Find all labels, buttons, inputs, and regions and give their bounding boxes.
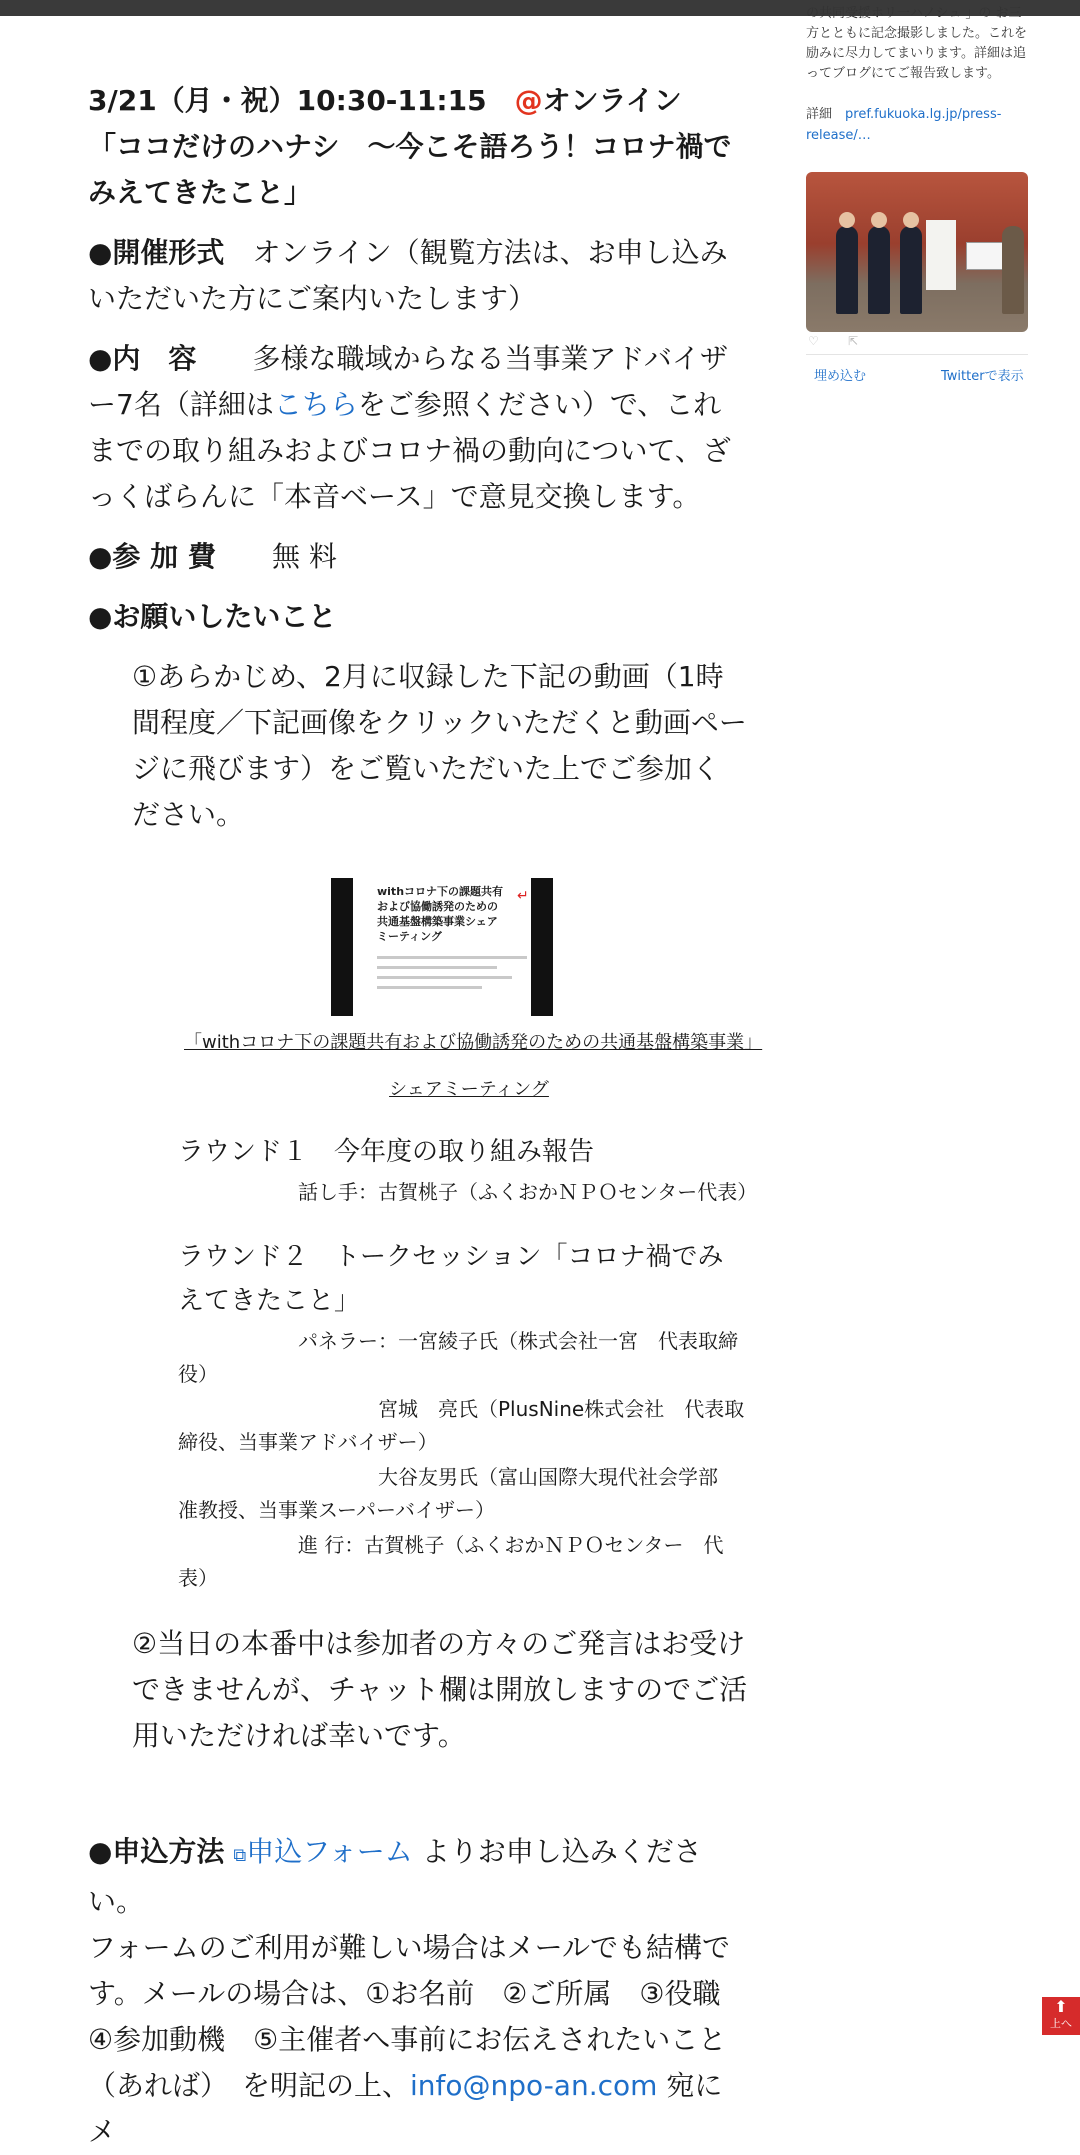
content-row [88, 336, 748, 520]
event-date-line [88, 78, 748, 124]
fee-text: 無 料 [215, 540, 337, 573]
apply-mail-text: フォームのご利用が難しい場合はメールでも結構です。メールの場合は、①お名前 ②ご所属 ③役職 ④参加動機 ⑤主催者へ事前にお伝えされたいこと（あれば） を明記の上、 [88, 1931, 749, 2102]
fee-row [88, 534, 748, 580]
apply-mail-text-end: 宛にメ [88, 2069, 723, 2148]
detail-label: 詳細 [806, 107, 846, 122]
content-text-cont: をご参照ください）で、これまでの取り組みおよびコロナ禍の動向について、ざっくばらんに「本音ベース」で意見交換します。 [88, 388, 731, 513]
round2-panelist-3: 大谷友男氏（富山国際大現代社会学部 准教授、当事業スーパーバイザー） [178, 1465, 738, 1522]
share-icon[interactable]: ⇱ [848, 334, 859, 348]
photo-person-head [903, 212, 919, 228]
round1-title: ラウンド１ 今年度の取り組み報告 [178, 1137, 595, 1167]
main-content [88, 78, 763, 2155]
apply-text: よりお申し込みください。 [88, 1835, 702, 1918]
round2-moderator: 進 行：古賀桃子（ふくおかＮＰＯセンター 代表） [178, 1533, 724, 1590]
slide-text-lines [377, 956, 527, 996]
photo-person [900, 226, 922, 314]
content-text: 多様な職域からなる当事業アドバイザー7名（詳細は [88, 342, 728, 421]
detail-link[interactable]: pref.fukuoka.lg.jp/press-release/… [806, 107, 1002, 143]
format-text: オンライン（観覧方法は、お申し込みいただいた方にご案内いたします） [88, 236, 728, 315]
apply-label: ●申込方法 [88, 1835, 225, 1868]
back-to-top-label: 上へ [1050, 2017, 1072, 2030]
apply-row [88, 1829, 748, 2155]
format-row [88, 230, 748, 322]
up-arrow-icon: ⬆ [1054, 1997, 1068, 2016]
twitter-embed-sidebar [806, 0, 1028, 395]
photo-person [1002, 226, 1024, 314]
like-icon[interactable]: ♡ [808, 334, 819, 348]
at-symbol: @ [514, 84, 543, 117]
advisers-link[interactable]: こちら [273, 388, 358, 421]
round1-speaker: 話し手：古賀桃子（ふくおかＮＰＯセンター代表） [178, 1180, 758, 1204]
video-thumbnail-title: withコロナ下の課題共有および協働誘発のための共通基盤構築事業シェアミーティング [377, 885, 504, 943]
tweet-actions [806, 355, 1028, 395]
tweet-detail [806, 104, 1028, 146]
request-2: ②当日の本番中は参加者の方々のご発言はお受けできませんが、チャット欄は開放しますのでご活用いただければ幸いです。 [132, 1627, 748, 1752]
event-date: 3/21（月・祝）10:30-11:15 [88, 84, 515, 117]
fee-label: ●参 加 費 [88, 540, 216, 573]
event-venue: オンライン [542, 84, 682, 117]
photo-person-head [871, 212, 887, 228]
photo-banner [926, 220, 956, 290]
tweet-photo[interactable] [806, 172, 1028, 332]
round2-panelist-1: パネラー：一宮綾子氏（株式会社一宮 代表取締役） [178, 1329, 738, 1386]
round2-title: ラウンド２ トークセッション「コロナ禍でみえてきたこと」 [178, 1242, 724, 1316]
video-caption-sub[interactable]: シェアミーティング [389, 1079, 549, 1100]
event-title: 「ココだけのハナシ 〜今こそ語ろう！コロナ禍でみえてきたこと」 [88, 130, 732, 209]
tweet-text: の共同受援ホリ一ハノシュ 」の お三方とともに記念撮影しました。これを励みに尽力してまいります。詳細は追ってブログにてご報告致します。 [806, 6, 1028, 81]
tweet-meta [806, 332, 1028, 355]
content-label: ●内 容 [88, 342, 197, 375]
request-label: ●お願いしたいこと [88, 600, 337, 633]
photo-person [868, 226, 890, 314]
photo-person-head [839, 212, 855, 228]
external-form-icon: ⧉ [233, 1845, 247, 1866]
view-on-twitter-link[interactable]: Twitterで表示 [941, 369, 1024, 384]
round2-panelist-2: 宮城 亮氏（PlusNine株式会社 代表取締役、当事業アドバイザー） [178, 1397, 745, 1454]
apply-form-link[interactable]: 申込フォーム [246, 1835, 413, 1868]
video-thumbnail[interactable] [331, 878, 553, 1016]
request-heading [88, 594, 748, 640]
embed-link[interactable]: 埋め込む [814, 369, 867, 384]
photo-sign [966, 242, 1006, 270]
email-link[interactable]: info@npo-an.com [410, 2069, 658, 2102]
request-1: ①あらかじめ、2月に収録した下記の動画（1時間程度／下記画像をクリックいただくと動画ページに飛びます）をご覧いただいた上でご参加ください。 [132, 660, 747, 831]
format-label: ●開催形式 [88, 236, 225, 269]
video-caption-link[interactable]: 「withコロナ下の課題共有および協働誘発のための共通基盤構築事業」 [184, 1032, 763, 1053]
red-arrow-icon: ↵ [517, 888, 529, 904]
photo-person [836, 226, 858, 314]
video-thumbnail-slide [353, 878, 531, 1016]
back-to-top-button[interactable] [1042, 1997, 1080, 2035]
